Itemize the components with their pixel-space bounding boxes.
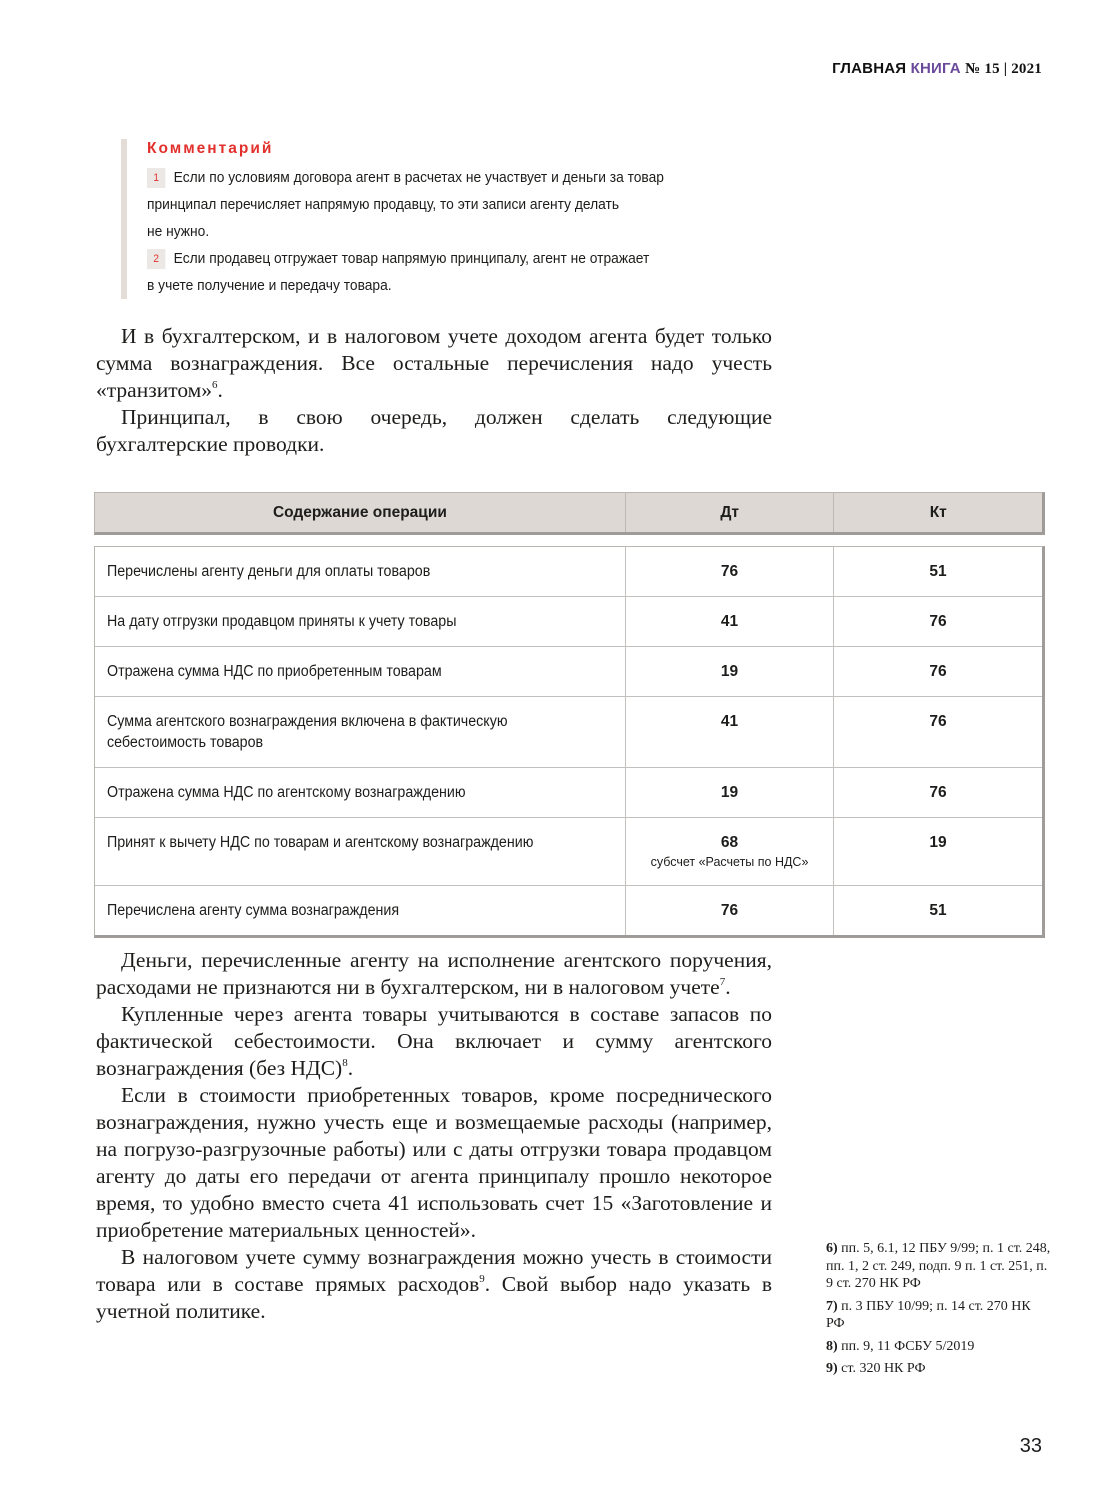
footnote: 9) ст. 320 НК РФ xyxy=(826,1361,926,1376)
footnote: 7) п. 3 ПБУ 10/99; п. 14 ст. 270 НК РФ xyxy=(826,1298,1031,1331)
credit-cell: 76 xyxy=(929,713,947,730)
comment-line: принципал перечисляет напрямую продавцу, то эти записи агенту делать xyxy=(147,196,620,213)
issue-number: № 15 | 2021 xyxy=(965,61,1042,77)
operation-cell: Перечислена агенту сумма вознаграждения xyxy=(95,886,626,935)
table-header xyxy=(94,492,1045,535)
page-number: 33 xyxy=(1019,1435,1042,1457)
comment-box xyxy=(121,139,787,299)
paragraph: И в бухгалтерском, и в налоговом учете доходом агента будет только сумма вознаграждения. Все остальные перечисления надо учесть «транзитом»$^6$. xyxy=(96,324,772,402)
credit-cell: 76 xyxy=(929,663,947,680)
comment-line: 2 Если продавец отгружает товар напрямую принципалу, агент не отражает xyxy=(147,245,736,272)
paragraph: Купленные через агента товары учитываются в составе запасов по фактической себестоимости. Она включает и сумму агентского вознаграждения (без НДС)$^8$. xyxy=(96,1002,772,1080)
credit-cell: 51 xyxy=(929,902,947,919)
comment-title: Комментарий xyxy=(147,140,274,157)
main-text xyxy=(96,947,772,1325)
operation-cell: Отражена сумма НДС по приобретенным товарам xyxy=(95,647,626,696)
footnotes xyxy=(826,1240,1051,1383)
credit-cell: 76 xyxy=(929,613,947,630)
table-row xyxy=(95,597,1042,647)
magazine-header xyxy=(832,60,1042,78)
paragraph: В налоговом учете сумму вознаграждения можно учесть в стоимости товара или в составе прямых расходов$^9$. Свой выбор надо указать в учетной политике. xyxy=(96,1245,772,1323)
table-row xyxy=(95,697,1042,768)
footnote-ref: 7 xyxy=(719,976,726,988)
brand-name-part2: КНИГА xyxy=(910,60,961,77)
credit-cell: 19 xyxy=(929,834,947,851)
debit-cell: 76 xyxy=(626,547,834,596)
table-row xyxy=(95,768,1042,818)
footnote: 8) пп. 9, 11 ФСБУ 5/2019 xyxy=(826,1338,975,1354)
footnote-ref: 9 xyxy=(479,1273,485,1285)
operation-cell: На дату отгрузки продавцом приняты к учету товары xyxy=(95,597,626,646)
table-row xyxy=(95,818,1042,886)
table-row xyxy=(95,886,1042,935)
paragraph: Деньги, перечисленные агенту на исполнение агентского поручения, расходами не признаются ни в бухгалтерском, ни в налоговом учете$^7$. xyxy=(96,948,772,999)
credit-cell: 76 xyxy=(929,784,947,801)
footnote-ref: 8 xyxy=(342,1057,348,1069)
operation-cell: Отражена сумма НДС по агентскому вознаграждению xyxy=(95,768,626,817)
comment-number-badge: 2 xyxy=(147,249,165,269)
debit-cell: 19 xyxy=(626,768,834,817)
operation-cell: Перечислены агенту деньги для оплаты товаров xyxy=(95,547,626,596)
comment-line: не нужно. xyxy=(147,223,210,240)
footnote: 6) пп. 5, 6.1, 12 ПБУ 9/99; п. 1 ст. 248, пп. 1, 2 ст. 249, подп. 9 п. 1 ст. 251, п. 9 ст. 270 НК РФ xyxy=(826,1241,1051,1291)
postings-table xyxy=(94,546,1045,938)
comment-line: 1 Если по условиям договора агент в расчетах не участвует и деньги за товар xyxy=(147,164,736,191)
table-row xyxy=(95,547,1042,597)
header-operation: Содержание операции xyxy=(95,493,626,532)
comment-line: в учете получение и передачу товара. xyxy=(147,277,392,294)
operation-cell: Принят к вычету НДС по товарам и агентскому вознаграждению xyxy=(95,818,626,885)
debit-cell: 41 xyxy=(626,597,834,646)
operation-cell: Сумма агентского вознаграждения включена в фактическую себестоимость товаров xyxy=(95,697,626,767)
paragraph: Принципал, в свою очередь, должен сделать следующие бухгалтерские проводки. xyxy=(96,405,772,456)
footnote-ref: 6 xyxy=(212,379,218,391)
brand-name-part1: ГЛАВНАЯ xyxy=(832,60,907,77)
debit-cell: 68 субсчет «Расчеты по НДС» xyxy=(626,818,834,885)
debit-cell: 19 xyxy=(626,647,834,696)
credit-cell: 51 xyxy=(929,563,947,580)
header-debit: Дт xyxy=(626,493,835,532)
header-credit: Кт xyxy=(929,503,947,521)
intro-text xyxy=(96,323,772,458)
subaccount-note: субсчет «Расчеты по НДС» xyxy=(650,855,809,869)
debit-cell: 41 xyxy=(626,697,834,767)
debit-cell: 76 xyxy=(626,886,834,935)
table-row xyxy=(95,647,1042,697)
paragraph: Если в стоимости приобретенных товаров, кроме посреднического вознаграждения, нужно учесть еще и возмещаемые расходы (например, на погрузо-разгрузочные работы) или с даты отгрузки товара продавцом агенту до даты его передачи от агента принципалу прошло некоторое время, то удобно вместо счета 41 использовать счет 15 «Заготовление и приобретение материальных ценностей». xyxy=(96,1083,772,1242)
comment-number-badge: 1 xyxy=(147,168,165,188)
